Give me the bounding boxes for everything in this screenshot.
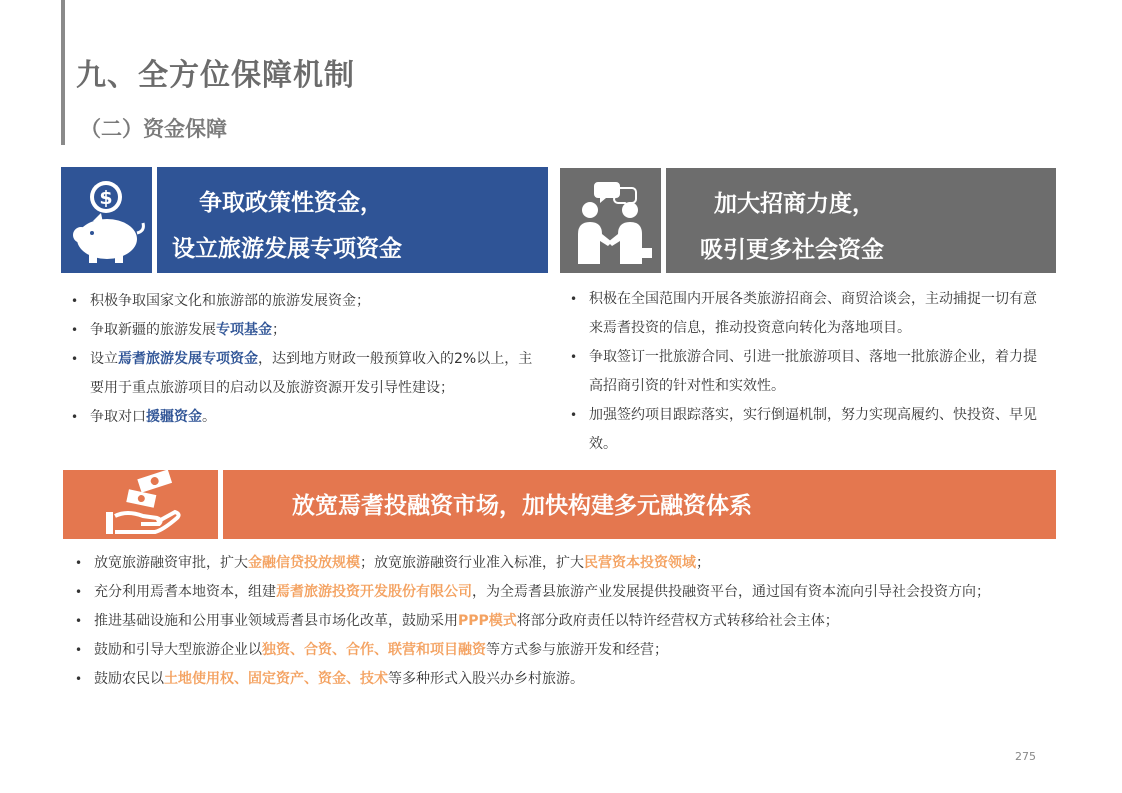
financing-market-heading: 放宽焉耆投融资市场，加快构建多元融资体系 (292, 493, 752, 519)
bullet-dot: • (75, 643, 83, 657)
bullet-dot: • (75, 556, 83, 570)
bullet-text: 等多种形式入股兴办乡村旅游。 (388, 671, 584, 687)
highlighted-text: 独资、合资、合作、联营和项目融资 (262, 642, 486, 658)
bullet-text: 积极争取国家文化和旅游部的旅游发展资金； (90, 293, 370, 309)
svg-text:$: $ (99, 187, 113, 209)
bullet-text: 加强签约项目跟踪落实，实行倒逼机制，努力实现高履约、快投资、早见效。 (589, 407, 1037, 452)
highlighted-text: 土地使用权、固定资产、资金、技术 (164, 671, 388, 687)
bullet-dot: • (75, 585, 83, 599)
bullet-text: 放宽旅游融资审批，扩大 (94, 555, 248, 571)
page-number: 275 (1015, 750, 1036, 763)
piggy-bank-dollar-icon (61, 167, 152, 273)
bullet-text: 积极在全国范围内开展各类旅游招商会、商贸洽谈会，主动捕捉一切有意来焉耆投资的信息，推动投资意向转化为落地项目。 (589, 291, 1037, 336)
investment-attraction-item (567, 401, 1047, 459)
policy-funds-item (68, 316, 546, 345)
financing-market-banner (63, 470, 1056, 539)
title-accent-bar (61, 0, 65, 145)
investment-attraction-heading-box (666, 168, 1056, 273)
highlighted-text: 民营资本投资领域 (584, 555, 696, 571)
investment-attraction-heading-line1: 加大招商力度， (714, 191, 875, 217)
policy-funds-heading-line1: 争取政策性资金， (199, 190, 383, 216)
bullet-dot: • (570, 350, 578, 364)
investment-attraction-item (567, 343, 1047, 401)
bullet-text: 争取对口 (90, 409, 146, 425)
financing-market-item (72, 549, 1057, 578)
bullet-text: 鼓励农民以 (94, 671, 164, 687)
highlighted-text: 金融信贷投放规模 (248, 555, 360, 571)
investment-attraction-list (567, 285, 1047, 459)
policy-funds-item (68, 287, 546, 316)
financing-market-heading-box (223, 470, 1056, 539)
page-title: 九、全方位保障机制 (76, 58, 355, 93)
policy-funds-list (68, 287, 546, 432)
bullet-text: 鼓励和引导大型旅游企业以 (94, 642, 262, 658)
bullet-text: 将部分政府责任以特许经营权方式转移给社会主体； (516, 613, 839, 629)
bullet-text: ； (272, 322, 286, 338)
highlighted-text: 援疆资金 (146, 409, 202, 425)
bullet-dot: • (71, 410, 79, 424)
highlighted-text: 焉耆旅游发展专项资金 (118, 351, 258, 367)
investment-attraction-icon-box (560, 168, 661, 273)
bullet-text: 。 (202, 409, 216, 425)
highlighted-text: 专项基金 (216, 322, 272, 338)
money-in-hand-icon (63, 470, 218, 539)
investment-attraction-item (567, 285, 1047, 343)
bullet-text: 推进基础设施和公用事业领域焉耆县市场化改革，鼓励采用 (94, 613, 458, 629)
policy-funds-item (68, 345, 546, 403)
investment-attraction-banner (560, 168, 1056, 273)
business-handshake-icon (560, 168, 661, 273)
investment-attraction-heading-line2: 吸引更多社会资金 (700, 237, 884, 263)
bullet-text: 充分利用焉耆本地资本，组建 (94, 584, 276, 600)
policy-funds-heading-line2: 设立旅游发展专项资金 (172, 236, 402, 262)
bullet-text: ； (696, 555, 710, 571)
bullet-dot: • (71, 352, 79, 366)
bullet-text: ；放宽旅游融资行业准入标准，扩大 (360, 555, 584, 571)
bullet-dot: • (71, 323, 79, 337)
bullet-dot: • (71, 294, 79, 308)
policy-funds-icon-box (61, 167, 152, 273)
bullet-text: ，为全焉耆县旅游产业发展提供投融资平台，通过国有资本流向引导社会投资方向； (472, 584, 990, 600)
bullet-text: ，达到地方财政一般预算收入的2%以上，主要用于重点旅游项目的启动以及旅游资源开发引导性建设； (90, 351, 533, 396)
bullet-text: 争取签订一批旅游合同、引进一批旅游项目、落地一批旅游企业，着力提高招商引资的针对性和实效性。 (589, 349, 1037, 394)
bullet-text: 争取新疆的旅游发展 (90, 322, 216, 338)
bullet-text: 等方式参与旅游开发和经营； (486, 642, 668, 658)
bullet-dot: • (570, 408, 578, 422)
bullet-dot: • (570, 292, 578, 306)
policy-funds-banner (61, 167, 548, 273)
bullet-dot: • (75, 614, 83, 628)
financing-market-item (72, 578, 1057, 607)
bullet-dot: • (75, 672, 83, 686)
highlighted-text: 焉耆旅游投资开发股份有限公司 (276, 584, 472, 600)
financing-market-list (72, 549, 1057, 694)
financing-market-item (72, 665, 1057, 694)
policy-funds-item (68, 403, 546, 432)
page-subtitle: （二）资金保障 (80, 117, 227, 141)
financing-market-item (72, 636, 1057, 665)
bullet-text: 设立 (90, 351, 118, 367)
financing-market-icon-box (63, 470, 218, 539)
policy-funds-heading-box (157, 167, 548, 273)
highlighted-text: PPP模式 (458, 613, 517, 629)
financing-market-item (72, 607, 1057, 636)
